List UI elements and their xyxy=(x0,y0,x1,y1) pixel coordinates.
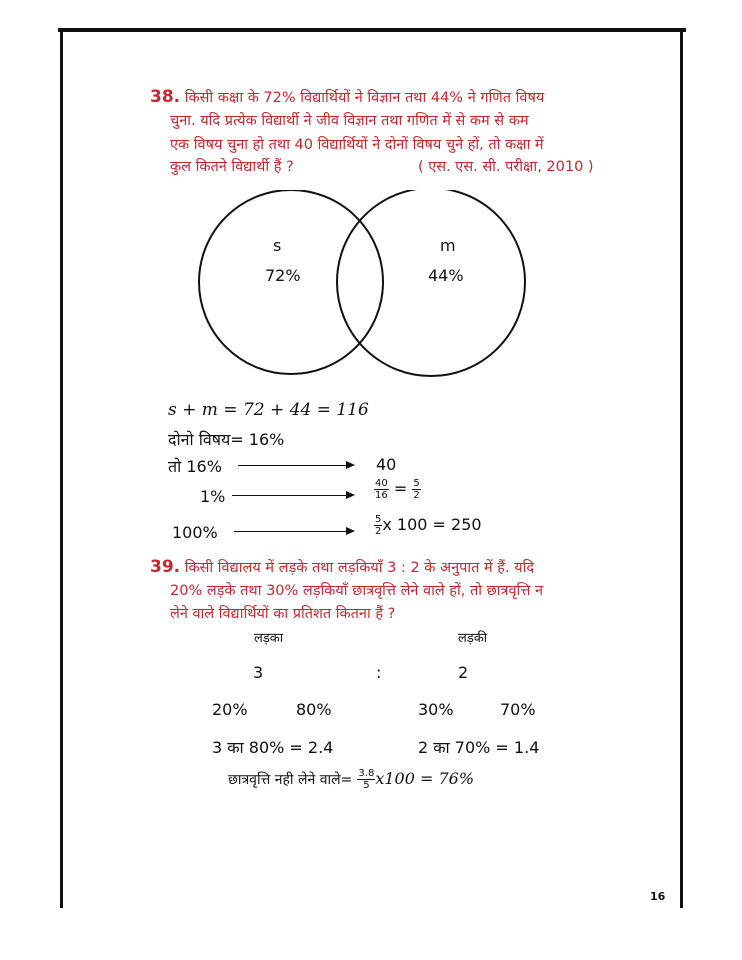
sol39-final xyxy=(228,768,474,791)
arrow-icon-2 xyxy=(346,491,355,499)
venn-value-s: 72% xyxy=(265,266,301,285)
sol39-final-result: x100 = 76% xyxy=(375,769,475,788)
q38-source: ( एस. एस. सी. परीक्षा, 2010 ) xyxy=(418,159,594,175)
final-frac-den: 5 xyxy=(363,780,370,791)
sol39-boys-p1: 20% xyxy=(212,700,248,719)
sol39-girls-ratio: 2 xyxy=(458,663,469,682)
page-frame-top xyxy=(58,28,686,32)
venn-label-s: s xyxy=(273,236,282,255)
q38-line1 xyxy=(150,86,544,109)
fraction-5-2 xyxy=(412,478,420,501)
sol39-boys-label: लड़का xyxy=(254,631,284,646)
frac2-num: 5 xyxy=(413,478,420,489)
sol38-row1-right: 40 xyxy=(376,455,397,474)
q38-line4: कुल कितने विद्यार्थी हैं ? xyxy=(170,159,294,175)
sol38-result: x 100 = 250 xyxy=(382,515,482,534)
sol38-row2-left: 1% xyxy=(200,487,226,506)
page-number: 16 xyxy=(650,890,666,903)
q38-number: 38. xyxy=(150,87,181,107)
sol38-both-subjects: दोनो विषय= 16% xyxy=(168,430,285,449)
frac1-num: 40 xyxy=(375,478,388,489)
sol38-row1-left: तो 16% xyxy=(168,457,222,476)
arrow-icon-3 xyxy=(346,527,355,535)
sol39-boys-calc: 3 का 80% = 2.4 xyxy=(212,738,334,757)
q39-number: 39. xyxy=(150,557,181,577)
arrow-line-3 xyxy=(234,531,346,532)
equals-sign: = xyxy=(393,479,408,498)
page-frame-left xyxy=(60,28,63,908)
frac3-den: 2 xyxy=(375,526,382,537)
fraction-3.8-5 xyxy=(357,768,375,791)
venn-label-m: m xyxy=(440,236,456,255)
sol38-eq1: s + m = 72 + 44 = 116 xyxy=(168,400,369,420)
page-frame-right xyxy=(680,28,683,908)
sol39-colon: : xyxy=(376,663,382,682)
sol39-final-prefix: छात्रवृत्ति नही लेने वाले= xyxy=(228,772,353,788)
frac2-den: 2 xyxy=(413,490,420,501)
final-frac-num: 3.8 xyxy=(358,768,375,779)
sol39-girls-calc: 2 का 70% = 1.4 xyxy=(418,738,540,757)
q39-line3: लेने वाले विद्यार्थियों का प्रतिशत कितना हैं ? xyxy=(170,606,396,622)
venn-diagram xyxy=(195,190,535,380)
sol39-boys-p2: 80% xyxy=(296,700,332,719)
sol38-row3-right xyxy=(374,514,482,537)
frac1-den: 16 xyxy=(375,490,388,501)
sol38-row3-left: 100% xyxy=(172,523,218,542)
q39-line1-text: किसी विद्यालय में लड़के तथा लड़कियाँ 3 : 2 के अनुपात में हैं. यदि xyxy=(184,560,535,576)
venn-value-m: 44% xyxy=(428,266,464,285)
fraction-40-16 xyxy=(374,478,389,501)
q39-line1 xyxy=(150,556,534,579)
arrow-line-1 xyxy=(238,465,346,466)
sol39-girls-p1: 30% xyxy=(418,700,454,719)
q38-line3: एक विषय चुना हो तथा 40 विद्यार्थियों ने दोनों विषय चुने हों, तो कक्षा में xyxy=(170,137,544,153)
q38-line2: चुना. यदि प्रत्येक विद्यार्थी ने जीव विज्ञान तथा गणित में से कम से कम xyxy=(170,113,529,129)
frac3-num: 5 xyxy=(375,514,382,525)
q38-line1-text: किसी कक्षा के 72% विद्यार्थियों ने विज्ञान तथा 44% ने गणित विषय xyxy=(184,90,545,106)
sol38-row2-right xyxy=(374,478,421,501)
sol39-boys-ratio: 3 xyxy=(253,663,264,682)
arrow-icon-1 xyxy=(346,461,355,469)
arrow-line-2 xyxy=(232,495,346,496)
q39-line2: 20% लड़के तथा 30% लड़कियाँ छात्रवृत्ति लेने वाले हों, तो छात्रवृत्ति न xyxy=(170,583,543,599)
sol39-girls-p2: 70% xyxy=(500,700,536,719)
sol39-girls-label: लड़की xyxy=(458,631,488,646)
